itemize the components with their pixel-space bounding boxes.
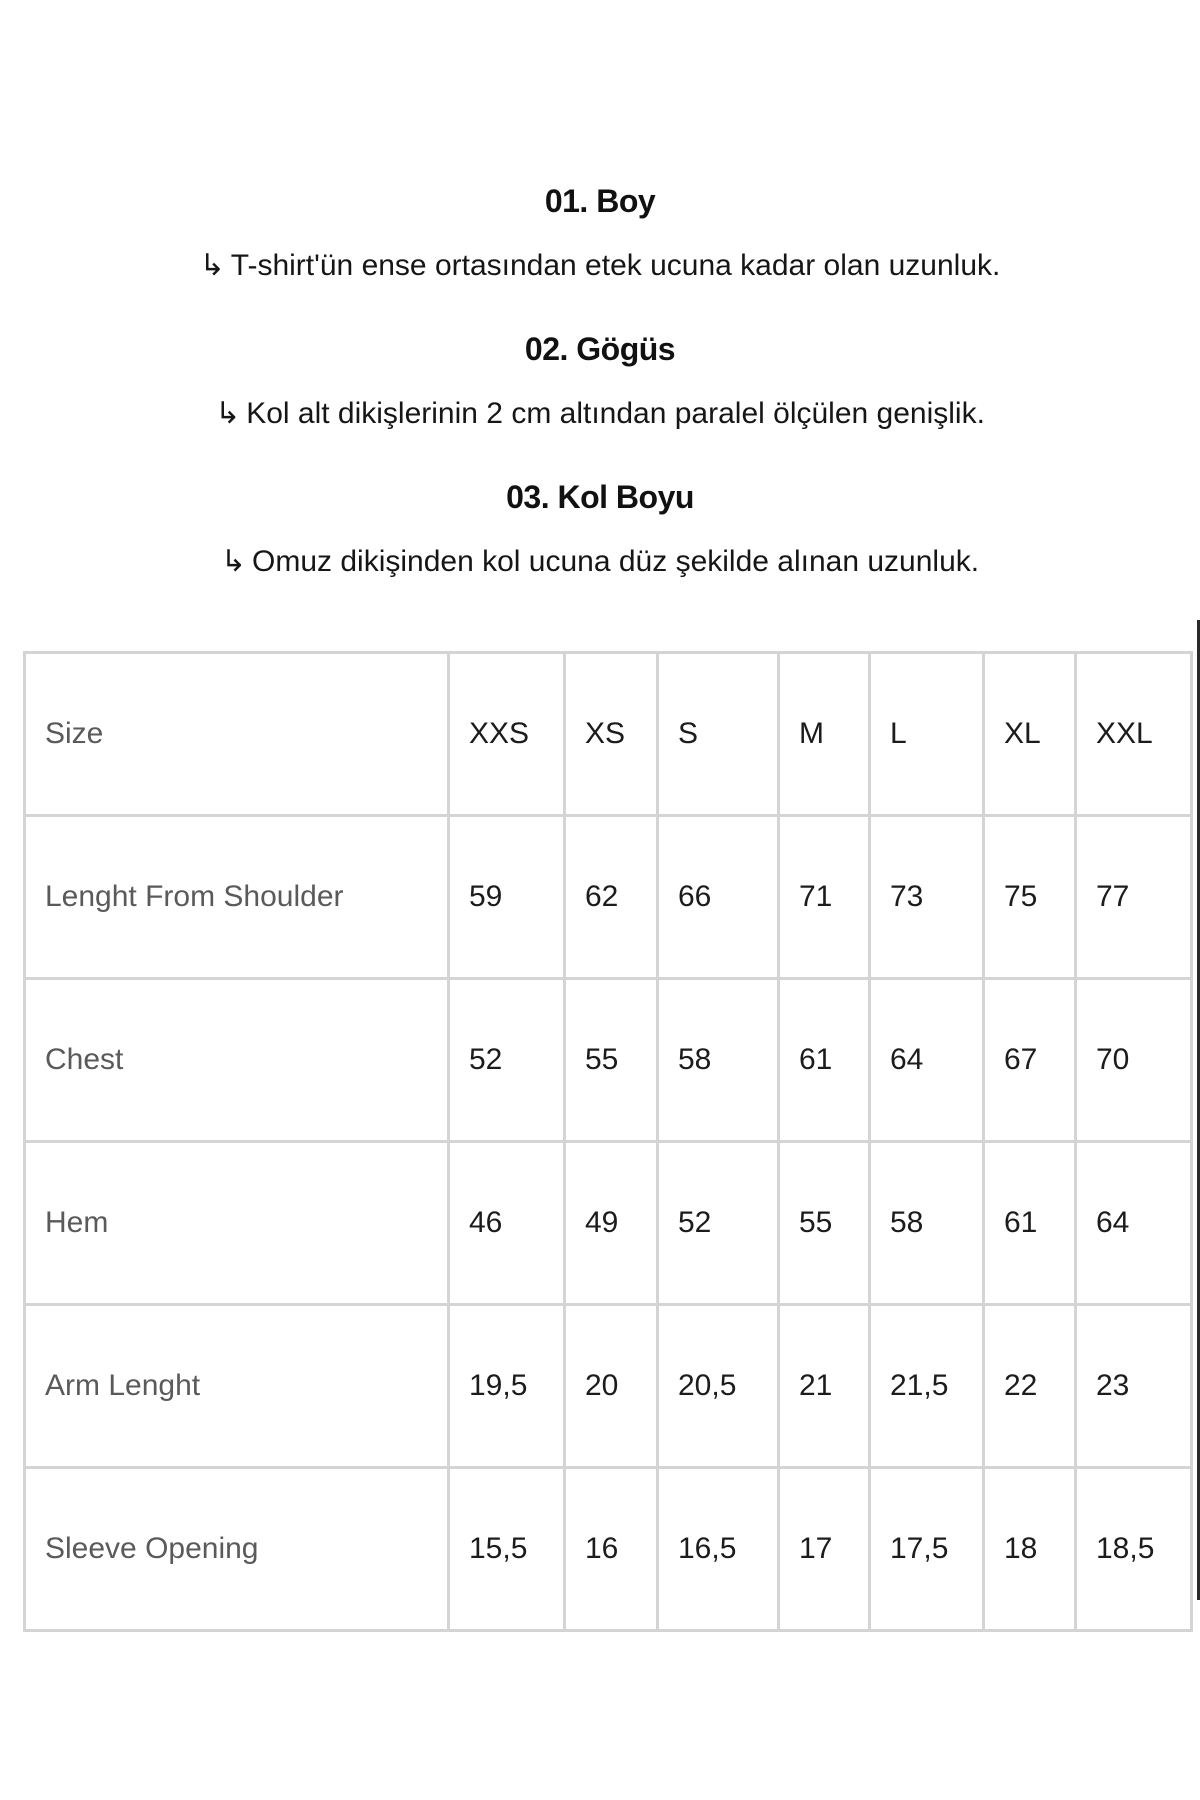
table-row (25, 1305, 1192, 1468)
row-label: Arm Lenght (25, 1305, 449, 1468)
table-cell: 23 (1076, 1305, 1192, 1468)
table-cell: 70 (1076, 979, 1192, 1142)
guide-item-boy (0, 183, 1200, 220)
table-cell: 20,5 (658, 1305, 779, 1468)
guide-title: 03. Kol Boyu (506, 479, 694, 515)
guide-description: Kol alt dikişlerinin 2 cm altından paralel ölçülen genişlik. (246, 397, 985, 430)
table-cell: 17 (779, 1468, 870, 1631)
size-header-m: M (779, 653, 870, 816)
table-cell: 18 (984, 1468, 1076, 1631)
table-cell: 52 (658, 1142, 779, 1305)
row-label: Hem (25, 1142, 449, 1305)
guide-desc-gogus (0, 396, 1200, 431)
table-cell: 67 (984, 979, 1076, 1142)
table-cell: 22 (984, 1305, 1076, 1468)
table-row (25, 1142, 1192, 1305)
return-arrow-icon: ↳ (215, 396, 241, 431)
table-cell: 61 (779, 979, 870, 1142)
return-arrow-icon: ↳ (220, 544, 247, 579)
table-cell: 62 (565, 816, 658, 979)
table-cell: 15,5 (449, 1468, 565, 1631)
table-row (25, 979, 1192, 1142)
table-cell: 66 (658, 816, 779, 979)
guide-item-gogus (0, 331, 1200, 368)
table-cell: 18,5 (1076, 1468, 1192, 1631)
table-cell: 52 (449, 979, 565, 1142)
table-header-row (25, 653, 1192, 816)
table-cell: 16,5 (658, 1468, 779, 1631)
table-cell: 21,5 (870, 1305, 984, 1468)
guide-title: 02. Gögüs (524, 331, 676, 367)
size-header-xxs: XXS (449, 653, 565, 816)
guide-desc-kol-boyu (0, 544, 1200, 579)
table-cell: 59 (449, 816, 565, 979)
row-label: Lenght From Shoulder (25, 816, 449, 979)
guide-item-kol-boyu (0, 479, 1200, 516)
table-cell: 77 (1076, 816, 1192, 979)
size-header-xxl: XXL (1076, 653, 1192, 816)
table-row (25, 816, 1192, 979)
table-cell: 58 (870, 1142, 984, 1305)
return-arrow-icon: ↳ (199, 248, 225, 283)
table-cell: 64 (870, 979, 984, 1142)
table-row (25, 1468, 1192, 1631)
size-header-xs: XS (565, 653, 658, 816)
table-cell: 55 (779, 1142, 870, 1305)
size-header-xl: XL (984, 653, 1076, 816)
table-cell: 64 (1076, 1142, 1192, 1305)
size-header-l: L (870, 653, 984, 816)
guide-description: Omuz dikişinden kol ucuna düz şekilde alınan uzunluk. (252, 545, 980, 578)
table-cell: 71 (779, 816, 870, 979)
table-cell: 21 (779, 1305, 870, 1468)
guide-title: 01. Boy (544, 183, 656, 219)
table-cell: 49 (565, 1142, 658, 1305)
table-cell: 55 (565, 979, 658, 1142)
header-size-label: Size (25, 653, 449, 816)
row-label: Sleeve Opening (25, 1468, 449, 1631)
table-cell: 46 (449, 1142, 565, 1305)
guide-description: T-shirt'ün ense ortasından etek ucuna kadar olan uzunluk. (230, 249, 1001, 282)
guide-desc-boy (0, 248, 1200, 283)
table-cell: 75 (984, 816, 1076, 979)
size-chart-table (23, 651, 1193, 1632)
table-cell: 16 (565, 1468, 658, 1631)
table-cell: 61 (984, 1142, 1076, 1305)
table-cell: 19,5 (449, 1305, 565, 1468)
table-cell: 20 (565, 1305, 658, 1468)
table-cell: 17,5 (870, 1468, 984, 1631)
size-header-s: S (658, 653, 779, 816)
row-label: Chest (25, 979, 449, 1142)
table-cell: 73 (870, 816, 984, 979)
table-cell: 58 (658, 979, 779, 1142)
